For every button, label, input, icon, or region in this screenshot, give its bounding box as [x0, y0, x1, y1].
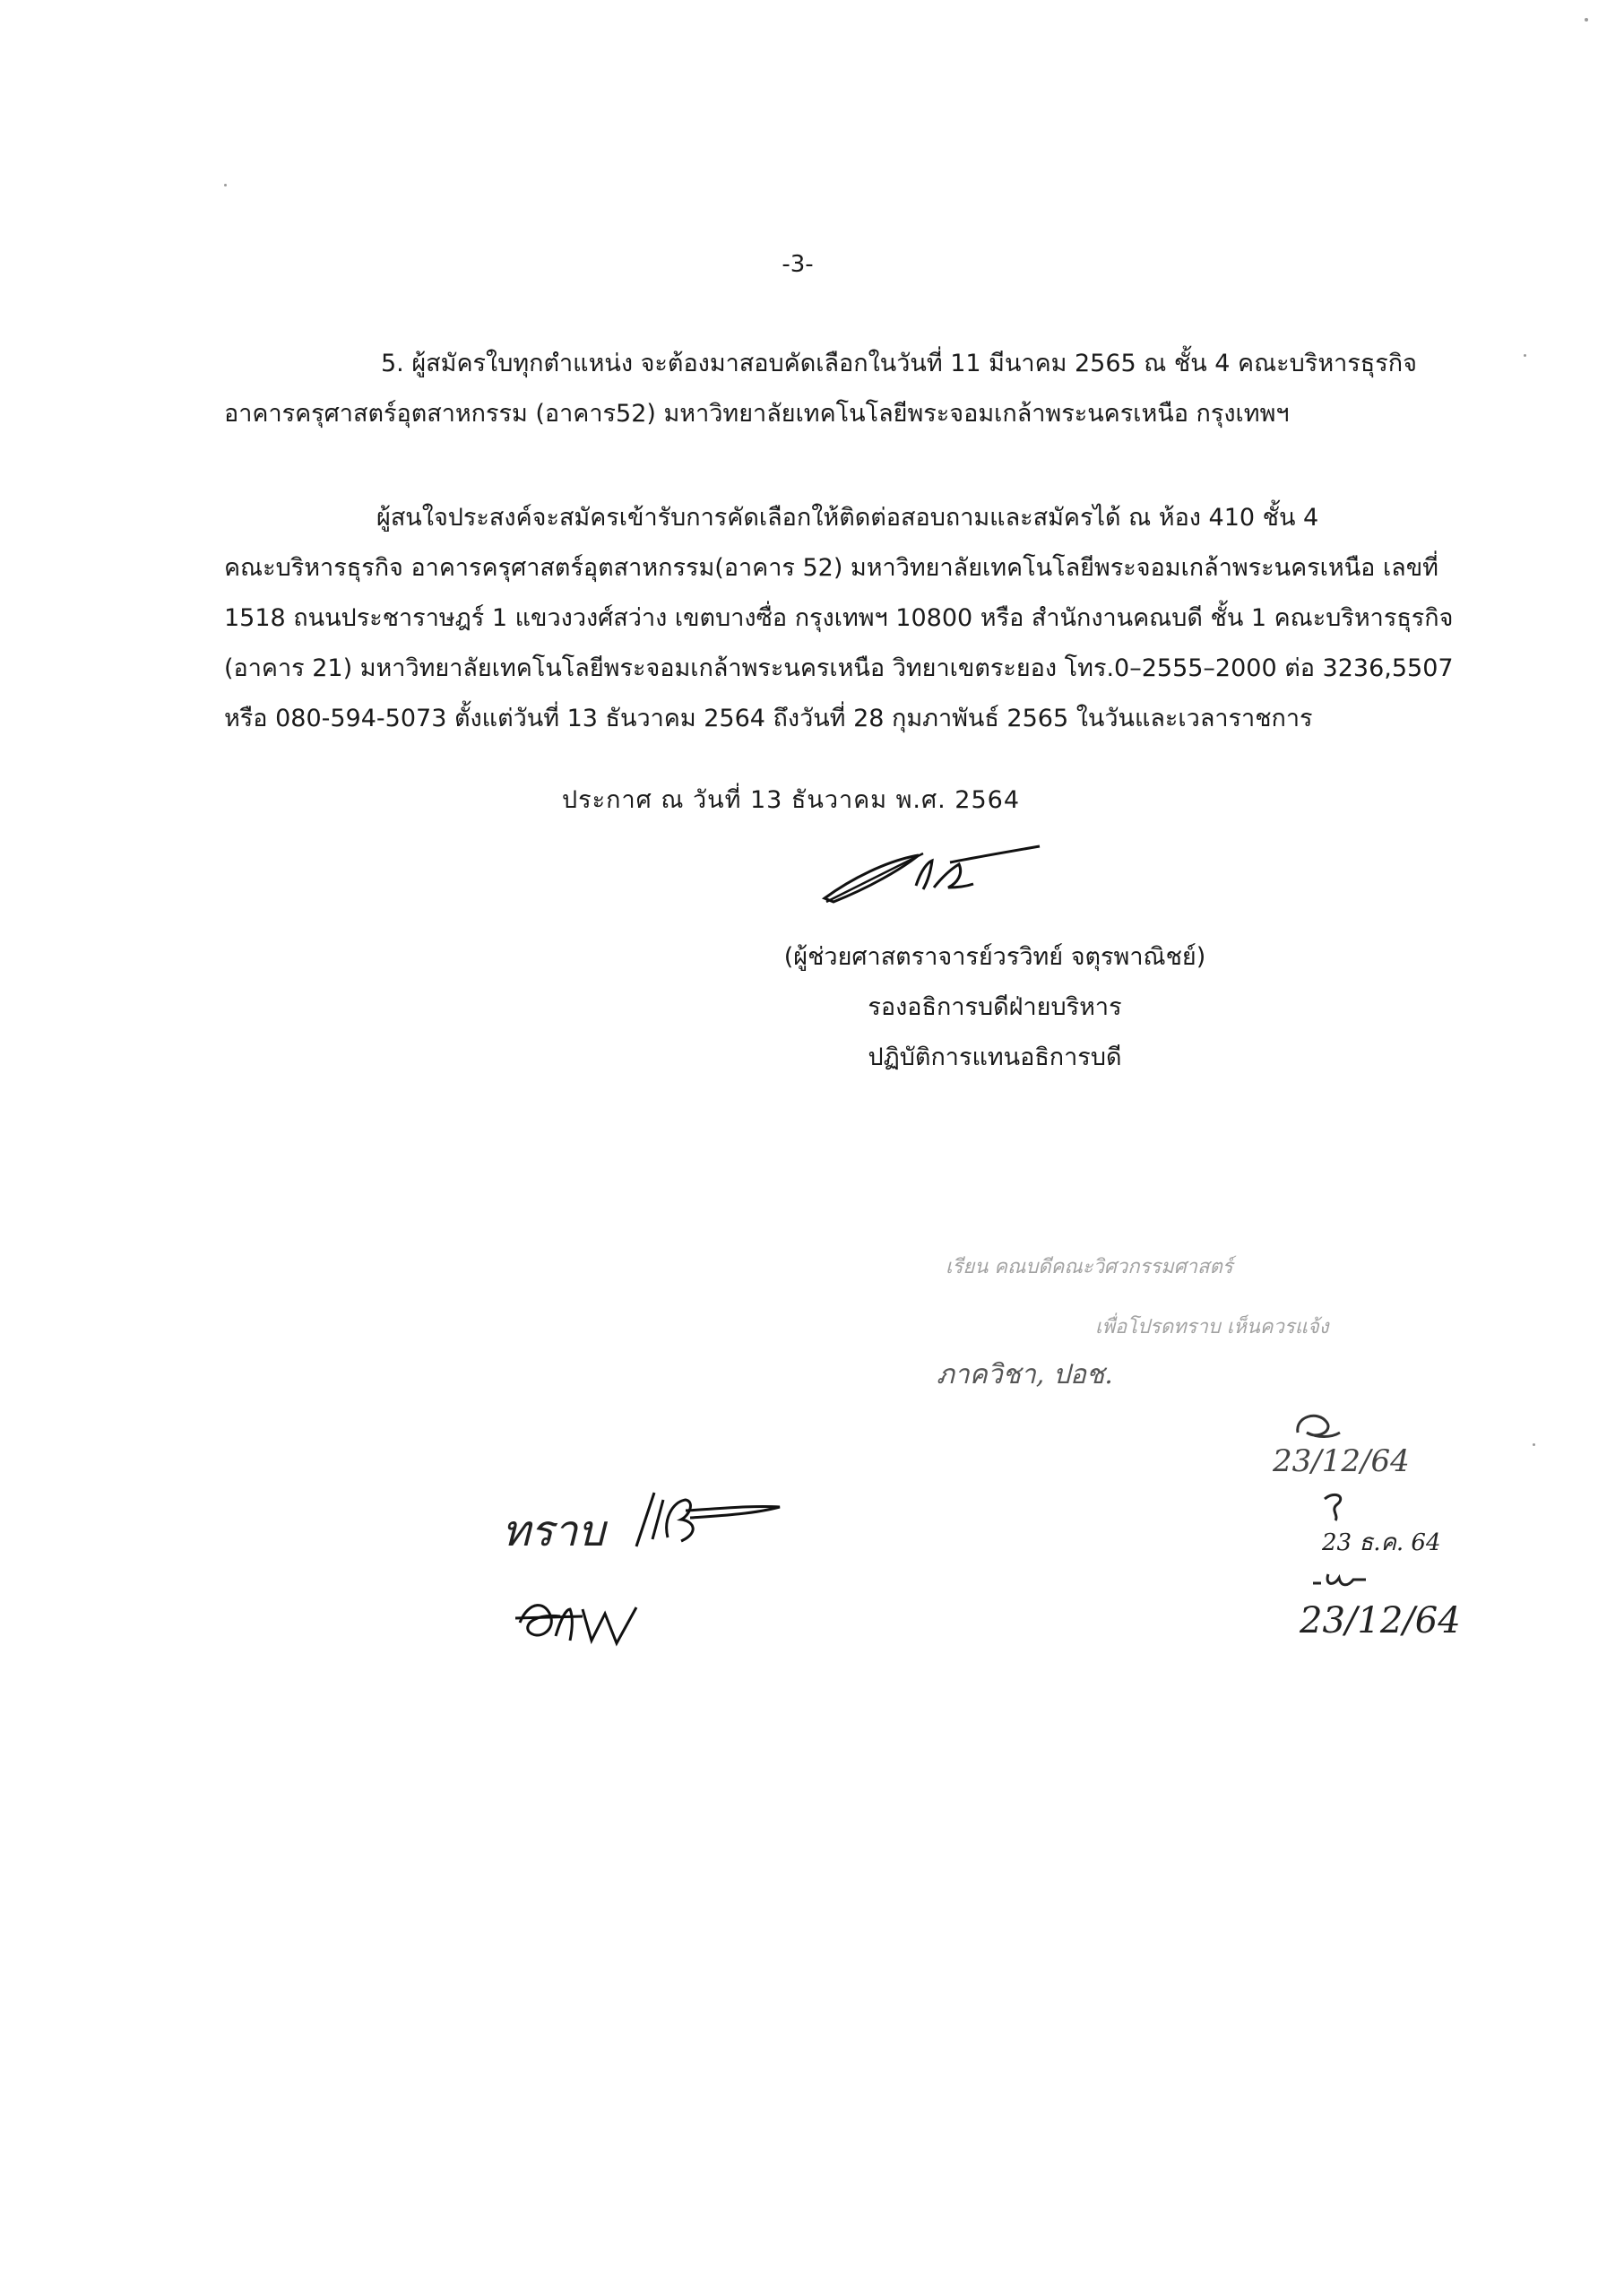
item-5-line-1: 5. ผู้สมัครใบทุกตำแหน่ง จะต้องมาสอบคัดเลือกในวันที่ 11 มีนาคม 2565 ณ ชั้น 4 คณะบริหารธุรกิจ — [381, 350, 1417, 377]
item-5-line-2: อาคารครุศาสตร์อุตสาหกรรม (อาคาร52) มหาวิทยาลัยเทคโนโลยีพระจอมเกล้าพระนครเหนือ กรุงเทพฯ — [224, 400, 1290, 428]
contact-line-1: ผู้สนใจประสงค์จะสมัครเข้ารับการคัดเลือกให้ติดต่อสอบถามและสมัครได้ ณ ห้อง 410 ชั้น 4 — [376, 504, 1319, 532]
contact-line-2: คณะบริหารธุรกิจ อาคารครุศาสตร์อุตสาหกรรม(อาคาร 52) มหาวิทยาลัยเทคโนโลยีพระจอมเกล้าพระนครเหนือ เลขที่ — [224, 554, 1438, 582]
handwritten-date-3: 23/12/64 — [1300, 1600, 1461, 1641]
page-number: -3- — [782, 251, 814, 278]
announcement-date: ประกาศ ณ วันที่ 13 ธันวาคม พ.ศ. 2564 — [561, 786, 1021, 814]
scan-speck — [1533, 1443, 1535, 1446]
handwritten-acknowledge: ทราบ — [502, 1506, 605, 1556]
handwritten-date-2: 23 ธ.ค. 64 — [1322, 1529, 1441, 1556]
contact-paragraph — [224, 493, 1454, 744]
contact-line-4: (อาคาร 21) มหาวิทยาลัยเทคโนโลยีพระจอมเกล้าพระนครเหนือ วิทยาเขตระยอง โทร.0–2555–2000 ต่อ 3236,5507 — [224, 654, 1454, 682]
signatory-signature — [816, 843, 1049, 914]
signatory-position-1: รองอธิการบดีฝ่ายบริหาร — [868, 993, 1122, 1021]
contact-line-5: หรือ 080-594-5073 ตั้งแต่วันที่ 13 ธันวาคม 2564 ถึงวันที่ 28 กุมภาพันธ์ 2565 ในวันและเวลาราชการ — [224, 705, 1313, 732]
routing-stamp-line-2: เพื่อโปรดทราบ เห็นควรแจ้ง — [1095, 1316, 1329, 1338]
contact-line-3: 1518 ถนนประชาราษฎร์ 1 แขวงวงศ์สว่าง เขตบางซื่อ กรุงเทพฯ 10800 หรือ สำนักงานคณบดี ชั้น 1 คณะบริหารธุรกิจ — [224, 604, 1454, 632]
scan-speck — [224, 184, 227, 186]
initial-mark-2 — [1317, 1488, 1353, 1524]
acknowledge-signature-2 — [511, 1591, 672, 1654]
handwritten-date-1: 23/12/64 — [1273, 1443, 1410, 1479]
signatory-name: (ผู้ช่วยศาสตราจารย์วรวิทย์ จตุรพาณิชย์) — [783, 943, 1206, 971]
signatory-block — [681, 932, 1309, 1083]
initial-mark-1 — [1291, 1406, 1344, 1446]
routing-stamp-line-1: เรียน คณบดีคณะวิศวกรรมศาสตร์ — [946, 1256, 1233, 1278]
initial-mark-3 — [1309, 1567, 1371, 1594]
acknowledge-signature-1 — [618, 1484, 798, 1555]
scan-speck — [1585, 18, 1588, 22]
signatory-position-2: ปฏิบัติการแทนอธิการบดี — [868, 1044, 1122, 1071]
scan-speck — [1524, 354, 1526, 357]
handwritten-department-note: ภาควิชา, ปอช. — [937, 1359, 1113, 1390]
item-5-paragraph — [224, 339, 1417, 439]
